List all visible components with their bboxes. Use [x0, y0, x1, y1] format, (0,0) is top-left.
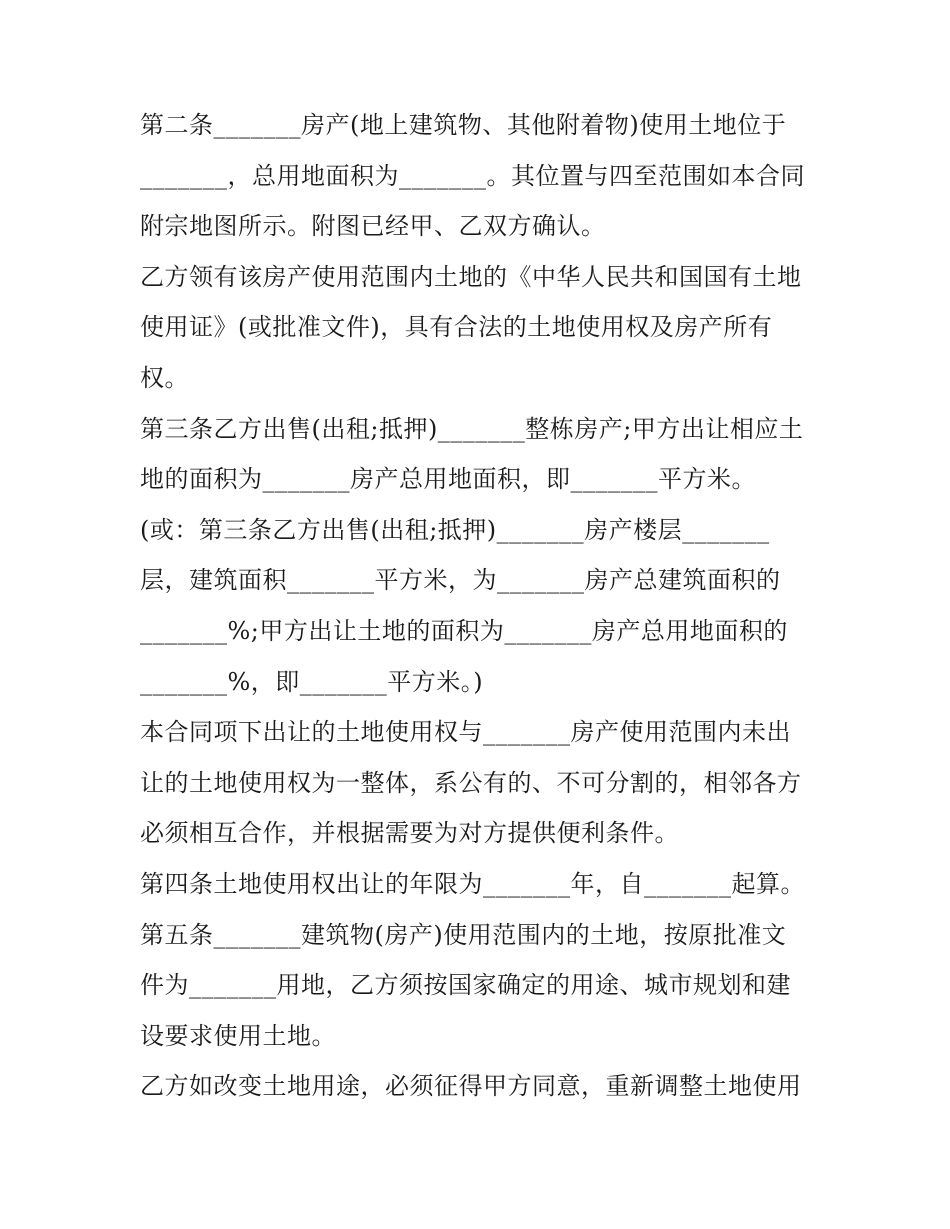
- text-line: 必须相互合作，并根据需要为对方提供便利条件。: [140, 819, 679, 848]
- text-line: 件为_______用地，乙方须按国家确定的用途、城市规划和建: [140, 971, 791, 1000]
- text-line: 设要求使用土地。: [140, 1021, 336, 1050]
- text-line: 乙方如改变土地用途，必须征得甲方同意，重新调整土地使用: [140, 1072, 802, 1101]
- text-line: 权。: [140, 363, 189, 392]
- text-line: 使用证》(或批准文件)，具有合法的土地使用权及房产所有: [140, 313, 773, 342]
- text-line: _______%，即_______平方米。): [140, 667, 484, 696]
- text-line: 层，建筑面积_______平方米，为_______房产总建筑面积的: [140, 566, 781, 595]
- text-line: 乙方领有该房产使用范围内土地的《中华人民共和国国有土地: [140, 262, 802, 291]
- text-line: 本合同项下出让的土地使用权与_______房产使用范围内未出: [140, 718, 791, 747]
- text-line: 第二条_______房产(地上建筑物、其他附着物)使用土地位于: [140, 111, 787, 139]
- text-line: 第四条土地使用权出让的年限为_______年，自_______起算。: [140, 869, 805, 898]
- text-line: 第三条乙方出售(出租;抵押)_______整栋房产;甲方出让相应土: [140, 414, 804, 443]
- text-line: 第五条_______建筑物(房产)使用范围内的土地，按原批准文: [140, 920, 787, 949]
- text-line: 附宗地图所示。附图已经甲、乙双方确认。: [140, 212, 606, 241]
- document-body: [140, 100, 820, 1112]
- text-line: _______%;甲方出让土地的面积为_______房产总用地面积的: [140, 616, 788, 645]
- text-line: (或：第三条乙方出售(出租;抵押)_______房产楼层_______: [140, 515, 770, 544]
- text-line: _______，总用地面积为_______。其位置与四至范围如本合同: [140, 161, 805, 190]
- text-line: 让的土地使用权为一整体，系公有的、不可分割的，相邻各方: [140, 768, 802, 797]
- text-line: 地的面积为_______房产总用地面积，即_______平方米。: [140, 465, 756, 494]
